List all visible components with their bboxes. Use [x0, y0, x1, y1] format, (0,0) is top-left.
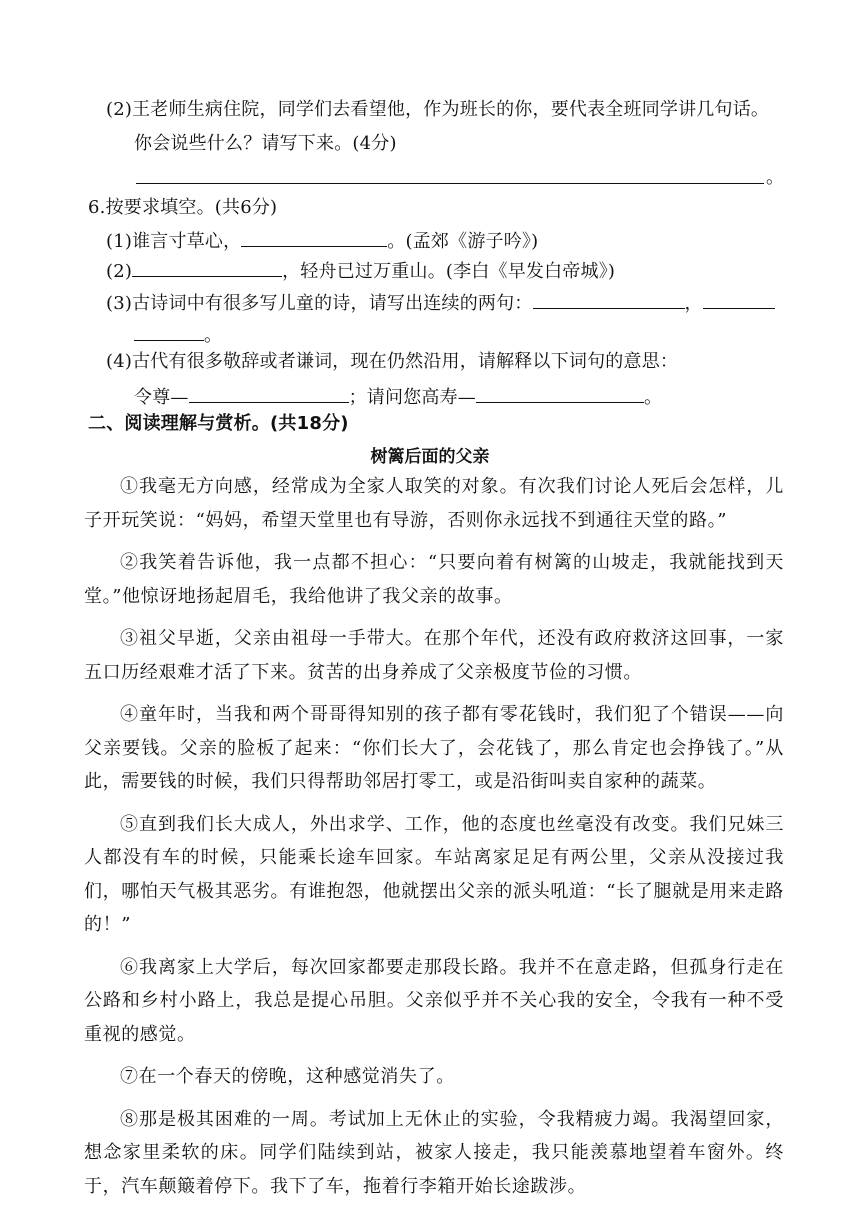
blank-q6-1[interactable] [241, 226, 387, 247]
q6-item4-a: 令尊— [134, 387, 189, 408]
q6-item2-prefix: (2) [106, 261, 133, 282]
q6-item3-end: 。 [204, 325, 223, 346]
blank-q6-4a[interactable] [189, 382, 349, 403]
article-paragraph: ②我笑着告诉他，我一点都不担心：“只要向着有树篱的山坡走，我就能找到天堂。”他惊讶地扬起眉毛，我给他讲了我父亲的故事。 [84, 552, 784, 607]
q6-heading: 6.按要求填空。(共6分) [88, 197, 278, 218]
q6-item-3 [106, 288, 775, 316]
article-paragraph: ①我毫无方向感，经常成为全家人取笑的对象。有次我们讨论人死后会怎样，儿子开玩笑说：“妈妈，希望天堂里也有导游，否则你永远找不到通往天堂的路。” [84, 476, 784, 531]
blank-q6-4b[interactable] [476, 382, 644, 403]
q6-item-3-cont [134, 320, 222, 348]
q6-item3-prefix: (3)古诗词中有很多写儿童的诗，请写出连续的两句： [106, 293, 533, 314]
q6-item1-prefix: (1)谁言寸草心， [106, 231, 242, 252]
blank-q6-3a[interactable] [533, 288, 685, 309]
article-paragraph: ⑦在一个春天的傍晚，这种感觉消失了。 [120, 1066, 455, 1087]
blank-q6-3c[interactable] [134, 320, 204, 341]
blank-q6-3b[interactable] [703, 288, 775, 309]
q5-2-line2: 你会说些什么？请写下来。(4分) [134, 133, 397, 154]
q6-item2-suffix: ，轻舟已过万重山。(李白《早发白帝城》) [282, 261, 616, 282]
answer-line-q5-2[interactable] [136, 183, 764, 184]
q5-2-end-mark: 。 [766, 167, 785, 188]
article-paragraph: ③祖父早逝，父亲由祖母一手带大。在那个年代，还没有政府救济这回事，一家五口历经艰难才活了下来。贫苦的出身养成了父亲极度节俭的习惯。 [84, 628, 784, 683]
q5-2-line1: (2)王老师生病住院，同学们去看望他，作为班长的你，要代表全班同学讲几句话。 [106, 99, 770, 120]
article-paragraph: ⑤直到我们长大成人，外出求学、工作，他的态度也丝毫没有改变。我们兄妹三人都没有车的时候，只能乘长途车回家。车站离家足足有两公里，父亲从没接过我们，哪怕天气极其恶劣。有谁抱怨，他就摆出父亲的派头吼道：“长了腿就是用来走路的！” [84, 813, 784, 935]
article-paragraph: ④童年时，当我和两个哥哥得知别的孩子都有零花钱时，我们犯了个错误——向父亲要钱。父亲的脸板了起来：“你们长大了，会花钱了，那么肯定也会挣钱了。”从此，需要钱的时候，我们只得帮助邻居打零工，或是沿街叫卖自家种的蔬菜。 [84, 704, 784, 792]
q6-item-1 [106, 226, 538, 254]
blank-q6-2[interactable] [132, 256, 282, 277]
q6-item4-b: ；请问您高寿— [348, 387, 477, 408]
q6-item3-comma: ， [684, 293, 703, 314]
q6-item-4-line2 [134, 382, 662, 410]
article-title: 树篱后面的父亲 [370, 447, 490, 467]
q6-item-2 [106, 256, 615, 284]
q6-item4-end: 。 [644, 387, 663, 408]
q6-item1-suffix: 。(孟郊《游子吟》) [387, 231, 539, 252]
section-2-heading: 二、阅读理解与赏析。(共18分) [88, 413, 349, 434]
article-body [84, 470, 784, 1212]
q6-item-4-line1: (4)古代有很多敬辞或者谦词，现在仍然沿用，请解释以下词句的意思： [106, 351, 679, 372]
article-paragraph: ⑧那是极其困难的一周。考试加上无休止的实验，令我精疲力竭。我渴望回家，想念家里柔软的床。同学们陆续到站，被家人接走，我只能羡慕地望着车窗外。终于，汽车颠簸着停下。我下了车，拖着行李箱开始长途跋涉。 [84, 1108, 784, 1197]
article-paragraph: ⑥我离家上大学后，每次回家都要走那段长路。我并不在意走路，但孤身行走在公路和乡村小路上，我总是提心吊胆。父亲似乎并不关心我的安全，令我有一种不受重视的感觉。 [84, 956, 784, 1045]
